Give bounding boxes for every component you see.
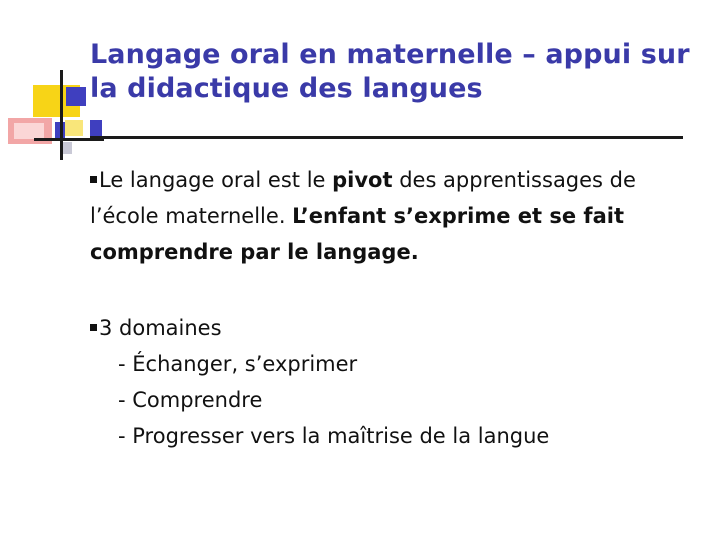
pink-square-inner bbox=[14, 123, 44, 139]
domain-item: - Progresser vers la maîtrise de la langue bbox=[118, 424, 550, 448]
bullet1-bold-word: pivot bbox=[332, 168, 393, 192]
domain-item: - Échanger, s’exprimer bbox=[118, 352, 358, 376]
blue-square-right bbox=[90, 120, 102, 136]
yellow-square-small bbox=[65, 120, 83, 136]
bullet-marker bbox=[90, 176, 97, 183]
grey-square bbox=[62, 142, 72, 154]
bullet2-heading: 3 domaines bbox=[99, 316, 222, 340]
blue-square bbox=[66, 87, 86, 106]
bullet1-bold-sentence: L’enfant s’exprime et se fait comprendre par le langage. bbox=[90, 204, 624, 264]
slide-title: Langage oral en maternelle – appui sur la didactique des langues bbox=[90, 39, 690, 104]
bullet-paragraph-2 bbox=[90, 310, 710, 454]
bullet1-text-before: Le langage oral est le bbox=[99, 168, 333, 192]
bullet-paragraph-1 bbox=[90, 162, 710, 270]
domain-item: - Comprendre bbox=[118, 388, 263, 412]
vertical-line bbox=[60, 70, 63, 160]
title-underline bbox=[90, 136, 683, 139]
bullet-marker bbox=[90, 324, 97, 331]
bullet1-text-middle: des apprentissages de l’école maternelle. bbox=[90, 168, 636, 228]
